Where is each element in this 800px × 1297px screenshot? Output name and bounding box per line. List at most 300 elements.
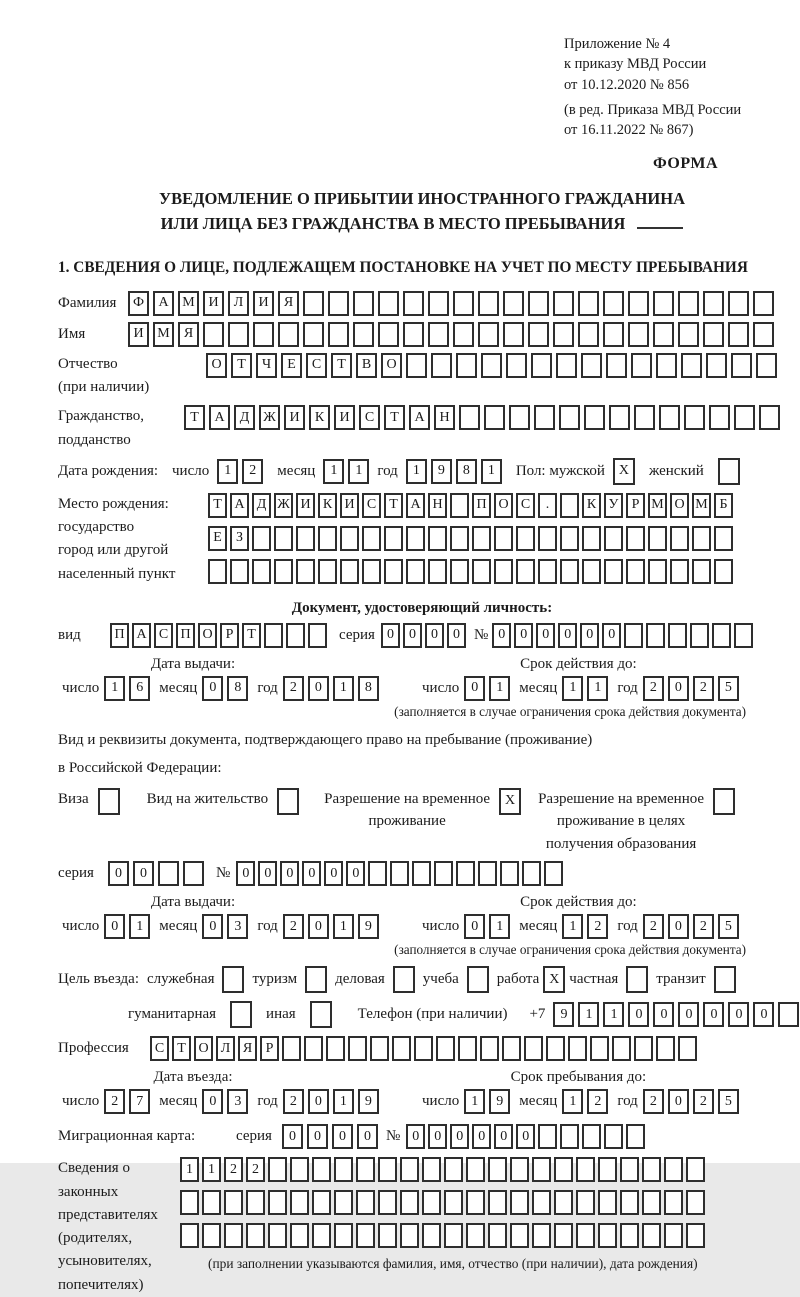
char-cell[interactable]: Ч [256,353,277,378]
char-cell[interactable] [538,1124,557,1149]
char-cell[interactable]: 0 [464,914,485,939]
char-cell[interactable] [690,623,709,648]
char-cell[interactable]: 0 [202,676,223,701]
char-cell[interactable] [253,322,274,347]
char-cell[interactable]: 0 [494,1124,513,1149]
char-cell[interactable]: 0 [450,1124,469,1149]
char-cell[interactable]: М [178,291,199,316]
char-cell[interactable]: 0 [668,676,689,701]
char-cell[interactable] [296,559,315,584]
char-cell[interactable] [290,1223,309,1248]
char-cell[interactable]: 1 [104,676,125,701]
char-cell[interactable] [598,1223,617,1248]
char-cell[interactable]: Л [216,1036,235,1061]
char-cell[interactable] [274,526,293,551]
char-cell[interactable]: 9 [431,459,452,484]
char-cell[interactable] [582,559,601,584]
char-cell[interactable] [584,405,605,430]
char-cell[interactable]: Н [428,493,447,518]
char-cell[interactable] [422,1190,441,1215]
char-cell[interactable]: И [296,493,315,518]
char-cell[interactable] [678,291,699,316]
char-cell[interactable]: 1 [481,459,502,484]
char-cell[interactable] [466,1190,485,1215]
char-cell[interactable] [305,966,327,993]
char-cell[interactable]: Е [208,526,227,551]
char-cell[interactable]: К [309,405,330,430]
char-cell[interactable] [282,1036,301,1061]
char-cell[interactable] [686,1157,705,1182]
char-cell[interactable] [664,1223,683,1248]
char-cell[interactable]: 0 [472,1124,491,1149]
char-cell[interactable]: 0 [406,1124,425,1149]
char-cell[interactable]: X [499,788,521,815]
char-cell[interactable]: Т [172,1036,191,1061]
char-cell[interactable]: М [153,322,174,347]
char-cell[interactable]: Т [331,353,352,378]
char-cell[interactable] [576,1157,595,1182]
char-cell[interactable] [472,526,491,551]
char-cell[interactable] [604,526,623,551]
char-cell[interactable] [656,353,677,378]
char-cell[interactable]: 0 [308,676,329,701]
char-cell[interactable]: И [340,493,359,518]
char-cell[interactable] [668,623,687,648]
char-cell[interactable] [603,291,624,316]
char-cell[interactable] [403,291,424,316]
char-cell[interactable]: 2 [283,676,304,701]
char-cell[interactable] [684,405,705,430]
char-cell[interactable] [400,1157,419,1182]
char-cell[interactable] [340,559,359,584]
char-cell[interactable]: 0 [514,623,533,648]
char-cell[interactable] [384,526,403,551]
char-cell[interactable] [731,353,752,378]
char-cell[interactable]: 2 [104,1089,125,1114]
char-cell[interactable]: Т [208,493,227,518]
char-cell[interactable]: С [306,353,327,378]
char-cell[interactable] [560,559,579,584]
char-cell[interactable] [502,1036,521,1061]
char-cell[interactable]: 1 [323,459,344,484]
char-cell[interactable] [368,861,387,886]
char-cell[interactable]: 8 [358,676,379,701]
char-cell[interactable] [759,405,780,430]
char-cell[interactable] [478,861,497,886]
char-cell[interactable]: А [230,493,249,518]
char-cell[interactable]: 0 [492,623,511,648]
char-cell[interactable]: 7 [129,1089,150,1114]
char-cell[interactable] [353,322,374,347]
char-cell[interactable] [453,322,474,347]
char-cell[interactable] [578,291,599,316]
char-cell[interactable] [228,322,249,347]
char-cell[interactable] [712,623,731,648]
char-cell[interactable]: Т [384,405,405,430]
char-cell[interactable] [554,1157,573,1182]
char-cell[interactable] [444,1190,463,1215]
char-cell[interactable] [642,1157,661,1182]
char-cell[interactable]: 2 [242,459,263,484]
char-cell[interactable] [753,291,774,316]
char-cell[interactable] [312,1157,331,1182]
char-cell[interactable] [753,322,774,347]
char-cell[interactable]: 0 [258,861,277,886]
char-cell[interactable] [503,291,524,316]
char-cell[interactable] [628,322,649,347]
char-cell[interactable] [378,291,399,316]
char-cell[interactable]: 0 [516,1124,535,1149]
char-cell[interactable]: 1 [603,1002,624,1027]
char-cell[interactable] [628,291,649,316]
char-cell[interactable]: О [670,493,689,518]
char-cell[interactable]: 2 [224,1157,243,1182]
char-cell[interactable] [553,291,574,316]
char-cell[interactable]: Я [238,1036,257,1061]
char-cell[interactable] [620,1157,639,1182]
char-cell[interactable] [603,322,624,347]
char-cell[interactable]: X [613,458,635,485]
char-cell[interactable]: X [543,966,565,993]
char-cell[interactable]: 9 [358,1089,379,1114]
char-cell[interactable]: 3 [227,914,248,939]
char-cell[interactable] [709,405,730,430]
char-cell[interactable]: 0 [381,623,400,648]
char-cell[interactable] [203,322,224,347]
char-cell[interactable] [400,1223,419,1248]
char-cell[interactable] [326,1036,345,1061]
char-cell[interactable]: 8 [227,676,248,701]
char-cell[interactable] [713,788,735,815]
char-cell[interactable] [450,559,469,584]
char-cell[interactable] [620,1190,639,1215]
char-cell[interactable] [664,1157,683,1182]
char-cell[interactable] [692,559,711,584]
char-cell[interactable]: 1 [489,676,510,701]
char-cell[interactable] [450,526,469,551]
char-cell[interactable]: 1 [348,459,369,484]
char-cell[interactable] [582,526,601,551]
char-cell[interactable] [378,1157,397,1182]
char-cell[interactable] [778,1002,799,1027]
char-cell[interactable] [414,1036,433,1061]
char-cell[interactable]: 0 [668,914,689,939]
char-cell[interactable] [656,1036,675,1061]
char-cell[interactable]: Б [714,493,733,518]
char-cell[interactable] [310,1001,332,1028]
char-cell[interactable]: Р [220,623,239,648]
char-cell[interactable] [348,1036,367,1061]
char-cell[interactable] [378,322,399,347]
char-cell[interactable] [670,526,689,551]
char-cell[interactable]: С [516,493,535,518]
char-cell[interactable] [494,526,513,551]
char-cell[interactable]: П [472,493,491,518]
char-cell[interactable]: М [648,493,667,518]
char-cell[interactable] [544,861,563,886]
char-cell[interactable]: 0 [236,861,255,886]
char-cell[interactable] [532,1223,551,1248]
char-cell[interactable] [582,1124,601,1149]
char-cell[interactable] [670,559,689,584]
char-cell[interactable] [180,1190,199,1215]
char-cell[interactable]: 1 [217,459,238,484]
char-cell[interactable] [648,526,667,551]
char-cell[interactable]: 5 [718,1089,739,1114]
char-cell[interactable]: 6 [129,676,150,701]
char-cell[interactable]: 0 [728,1002,749,1027]
char-cell[interactable]: 0 [104,914,125,939]
char-cell[interactable] [340,526,359,551]
char-cell[interactable] [370,1036,389,1061]
char-cell[interactable] [556,353,577,378]
char-cell[interactable] [634,1036,653,1061]
char-cell[interactable]: 0 [282,1124,303,1149]
char-cell[interactable] [510,1190,529,1215]
char-cell[interactable]: И [203,291,224,316]
char-cell[interactable] [681,353,702,378]
char-cell[interactable]: В [356,353,377,378]
char-cell[interactable] [264,623,283,648]
char-cell[interactable] [756,353,777,378]
char-cell[interactable]: 2 [693,676,714,701]
char-cell[interactable] [428,322,449,347]
char-cell[interactable] [653,291,674,316]
char-cell[interactable] [318,559,337,584]
char-cell[interactable]: Т [242,623,261,648]
char-cell[interactable]: О [381,353,402,378]
char-cell[interactable] [224,1190,243,1215]
char-cell[interactable] [488,1223,507,1248]
char-cell[interactable]: 0 [628,1002,649,1027]
char-cell[interactable] [631,353,652,378]
char-cell[interactable] [560,1124,579,1149]
char-cell[interactable] [274,559,293,584]
char-cell[interactable]: 0 [753,1002,774,1027]
char-cell[interactable]: 0 [668,1089,689,1114]
char-cell[interactable] [560,526,579,551]
char-cell[interactable] [308,623,327,648]
char-cell[interactable] [400,1190,419,1215]
char-cell[interactable]: 8 [456,459,477,484]
char-cell[interactable] [553,322,574,347]
char-cell[interactable] [714,559,733,584]
char-cell[interactable] [456,861,475,886]
char-cell[interactable]: 0 [558,623,577,648]
char-cell[interactable] [328,291,349,316]
char-cell[interactable] [510,1223,529,1248]
char-cell[interactable] [532,1157,551,1182]
char-cell[interactable]: 0 [308,914,329,939]
char-cell[interactable]: Р [626,493,645,518]
char-cell[interactable] [436,1036,455,1061]
char-cell[interactable] [312,1190,331,1215]
char-cell[interactable]: У [604,493,623,518]
char-cell[interactable] [481,353,502,378]
char-cell[interactable]: А [209,405,230,430]
char-cell[interactable]: И [334,405,355,430]
char-cell[interactable] [524,1036,543,1061]
char-cell[interactable]: 2 [283,1089,304,1114]
char-cell[interactable]: 0 [324,861,343,886]
char-cell[interactable] [648,559,667,584]
char-cell[interactable] [208,559,227,584]
char-cell[interactable] [578,322,599,347]
char-cell[interactable] [500,861,519,886]
char-cell[interactable] [362,559,381,584]
char-cell[interactable] [532,1190,551,1215]
char-cell[interactable] [706,353,727,378]
char-cell[interactable] [384,559,403,584]
char-cell[interactable]: Л [228,291,249,316]
char-cell[interactable]: 1 [587,676,608,701]
char-cell[interactable] [703,291,724,316]
char-cell[interactable] [576,1223,595,1248]
char-cell[interactable] [606,353,627,378]
char-cell[interactable] [686,1223,705,1248]
char-cell[interactable] [531,353,552,378]
char-cell[interactable]: 1 [562,914,583,939]
char-cell[interactable] [590,1036,609,1061]
char-cell[interactable] [484,405,505,430]
char-cell[interactable]: 1 [406,459,427,484]
char-cell[interactable]: Р [260,1036,279,1061]
char-cell[interactable]: 1 [578,1002,599,1027]
char-cell[interactable] [290,1190,309,1215]
char-cell[interactable] [268,1157,287,1182]
char-cell[interactable]: 0 [308,1089,329,1114]
char-cell[interactable]: 0 [464,676,485,701]
char-cell[interactable] [467,966,489,993]
char-cell[interactable] [334,1190,353,1215]
char-cell[interactable]: А [406,493,425,518]
char-cell[interactable] [290,1157,309,1182]
char-cell[interactable] [516,526,535,551]
char-cell[interactable] [626,966,648,993]
char-cell[interactable] [444,1223,463,1248]
char-cell[interactable]: 3 [227,1089,248,1114]
char-cell[interactable]: Н [434,405,455,430]
char-cell[interactable] [728,291,749,316]
char-cell[interactable] [403,322,424,347]
char-cell[interactable] [598,1157,617,1182]
char-cell[interactable] [624,623,643,648]
char-cell[interactable] [158,861,179,886]
char-cell[interactable] [278,322,299,347]
char-cell[interactable] [581,353,602,378]
char-cell[interactable] [703,322,724,347]
char-cell[interactable] [560,493,579,518]
char-cell[interactable] [252,559,271,584]
char-cell[interactable] [620,1223,639,1248]
char-cell[interactable]: Т [184,405,205,430]
char-cell[interactable]: 1 [333,1089,354,1114]
char-cell[interactable] [678,1036,697,1061]
char-cell[interactable] [528,291,549,316]
char-cell[interactable] [488,1157,507,1182]
char-cell[interactable]: 1 [333,676,354,701]
char-cell[interactable] [422,1223,441,1248]
char-cell[interactable] [450,493,469,518]
char-cell[interactable]: А [409,405,430,430]
char-cell[interactable]: 0 [403,623,422,648]
char-cell[interactable] [626,526,645,551]
char-cell[interactable] [362,526,381,551]
char-cell[interactable] [659,405,680,430]
char-cell[interactable]: 1 [202,1157,221,1182]
char-cell[interactable]: О [206,353,227,378]
char-cell[interactable] [568,1036,587,1061]
char-cell[interactable] [393,966,415,993]
char-cell[interactable]: 0 [428,1124,447,1149]
char-cell[interactable]: Ж [274,493,293,518]
char-cell[interactable] [318,526,337,551]
char-cell[interactable]: 0 [703,1002,724,1027]
char-cell[interactable]: К [318,493,337,518]
char-cell[interactable] [434,861,453,886]
char-cell[interactable] [538,526,557,551]
char-cell[interactable] [334,1157,353,1182]
char-cell[interactable]: 1 [562,676,583,701]
char-cell[interactable] [406,559,425,584]
char-cell[interactable] [714,966,736,993]
char-cell[interactable] [356,1157,375,1182]
char-cell[interactable] [692,526,711,551]
char-cell[interactable]: С [150,1036,169,1061]
char-cell[interactable] [252,526,271,551]
char-cell[interactable] [428,291,449,316]
char-cell[interactable] [222,966,244,993]
char-cell[interactable]: З [230,526,249,551]
char-cell[interactable] [428,559,447,584]
char-cell[interactable]: 0 [280,861,299,886]
char-cell[interactable] [328,322,349,347]
char-cell[interactable] [714,526,733,551]
char-cell[interactable] [466,1157,485,1182]
char-cell[interactable] [406,526,425,551]
char-cell[interactable] [356,1190,375,1215]
char-cell[interactable] [554,1190,573,1215]
char-cell[interactable]: 0 [202,914,223,939]
char-cell[interactable] [528,322,549,347]
char-cell[interactable] [246,1190,265,1215]
char-cell[interactable] [559,405,580,430]
char-cell[interactable] [224,1223,243,1248]
char-cell[interactable] [202,1223,221,1248]
char-cell[interactable] [626,559,645,584]
char-cell[interactable] [202,1190,221,1215]
char-cell[interactable]: 2 [246,1157,265,1182]
char-cell[interactable]: 9 [489,1089,510,1114]
char-cell[interactable]: 0 [307,1124,328,1149]
char-cell[interactable]: 2 [643,914,664,939]
char-cell[interactable] [510,1157,529,1182]
char-cell[interactable] [98,788,120,815]
char-cell[interactable] [609,405,630,430]
char-cell[interactable]: 2 [587,1089,608,1114]
char-cell[interactable] [718,458,740,485]
char-cell[interactable] [494,559,513,584]
char-cell[interactable] [183,861,204,886]
char-cell[interactable]: 0 [202,1089,223,1114]
char-cell[interactable]: Т [384,493,403,518]
char-cell[interactable] [488,1190,507,1215]
char-cell[interactable] [642,1190,661,1215]
char-cell[interactable]: С [154,623,173,648]
char-cell[interactable]: М [692,493,711,518]
char-cell[interactable]: 1 [562,1089,583,1114]
char-cell[interactable] [734,405,755,430]
